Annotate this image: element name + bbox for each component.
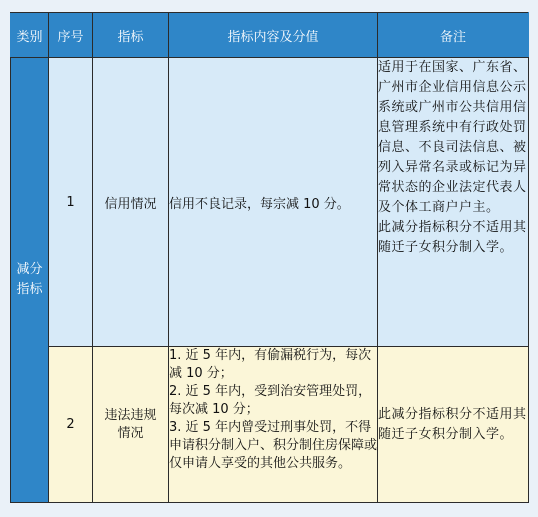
table-row xyxy=(11,58,529,347)
row-1-remark-applicability: 适用于在国家、广东省、广州市企业信用信息公示系统或广州市公共信用信息管理系统中有行政处罚信息、不良司法信息、被列入异常名录或标记为异常状态的企业法定代表人及个体工商户户主。 xyxy=(378,60,527,215)
row-2-content xyxy=(169,347,378,503)
header-number: 序号 xyxy=(49,13,93,58)
row-1-indicator: 信用情况 xyxy=(93,58,169,347)
row-1-number: 1 xyxy=(49,58,93,347)
deduction-indicator-table xyxy=(10,12,529,503)
row-2-indicator-text: 违法违规情况 xyxy=(104,407,157,441)
header-remark: 备注 xyxy=(378,13,529,58)
row-1-content: 信用不良记录，每宗减 10 分。 xyxy=(169,58,378,347)
row-1-remark xyxy=(378,58,529,347)
header-category: 类别 xyxy=(11,13,49,58)
header-row xyxy=(11,13,529,58)
row-2-content-item-3: 3. 近 5 年内曾受过刑事处罚，不得申请积分制入户、积分制住房保障或仅申请人享受的其他公共服务。 xyxy=(169,420,378,471)
row-2-indicator xyxy=(93,347,169,503)
row-2-remark: 此减分指标积分不适用其随迁子女积分制入学。 xyxy=(378,347,529,503)
row-2-number: 2 xyxy=(49,347,93,503)
table-row xyxy=(11,347,529,503)
category-label: 减分指标 xyxy=(16,262,43,297)
header-indicator: 指标 xyxy=(93,13,169,58)
category-cell xyxy=(11,58,49,503)
row-2-content-item-1: 1. 近 5 年内，有偷漏税行为，每次减 10 分； xyxy=(169,348,372,381)
header-content-score: 指标内容及分值 xyxy=(169,13,378,58)
row-2-content-item-2: 2. 近 5 年内，受到治安管理处罚，每次减 10 分； xyxy=(169,384,372,417)
row-1-remark-exclusion: 此减分指标积分不适用其随迁子女积分制入学。 xyxy=(378,220,527,255)
